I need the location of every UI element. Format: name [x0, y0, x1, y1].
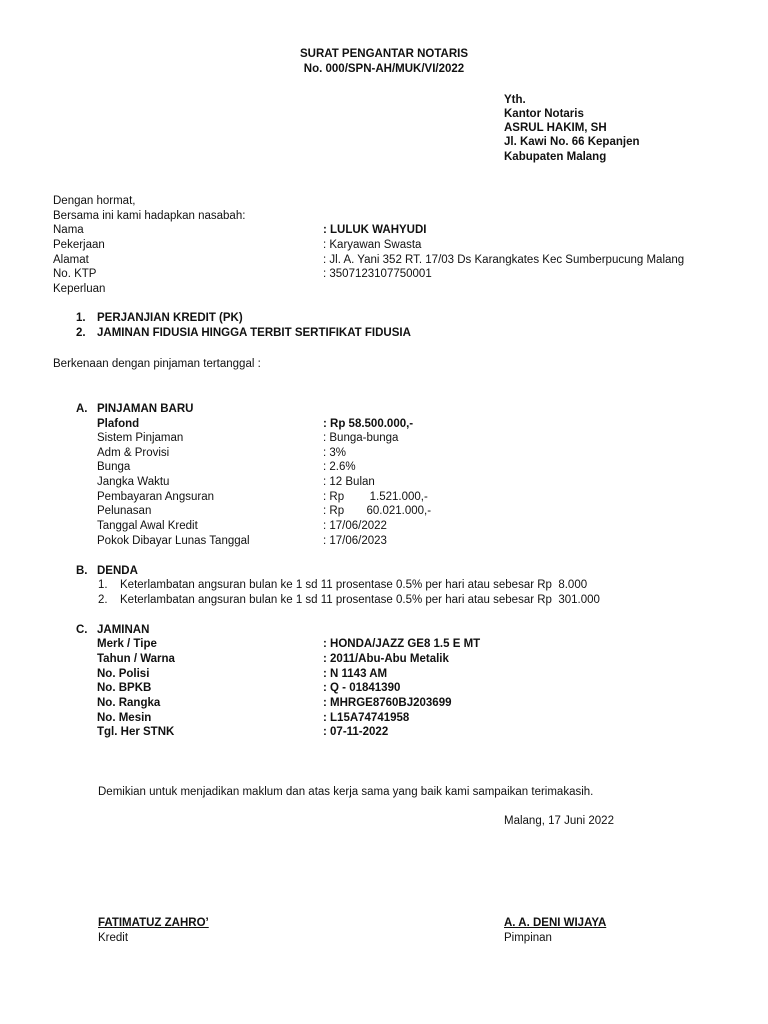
loan-value: : Rp 1.521.000,- — [323, 491, 428, 503]
collateral-label: Tahun / Warna — [97, 653, 175, 665]
section-title: JAMINAN — [97, 624, 150, 636]
loan-label: Adm & Provisi — [97, 447, 170, 459]
client-value: : LULUK WAHYUDI — [323, 224, 427, 236]
signatory-right-name: A. A. DENI WIJAYA — [504, 917, 607, 929]
signatory-left-role: Kredit — [98, 932, 129, 944]
client-label: Alamat — [53, 254, 89, 266]
intro-line: Bersama ini kami hadapkan nasabah: — [53, 210, 246, 222]
client-value: : Karyawan Swasta — [323, 239, 422, 251]
loan-value: : 2.6% — [323, 461, 356, 473]
collateral-value: : MHRGE8760BJ203699 — [323, 697, 452, 709]
section-title: PINJAMAN BARU — [97, 403, 194, 415]
loan-label: Pelunasan — [97, 505, 152, 517]
section-letter: A. — [76, 403, 88, 415]
loan-value: : 12 Bulan — [323, 476, 375, 488]
collateral-label: No. Mesin — [97, 712, 152, 724]
penalty-number: 2. — [98, 594, 108, 606]
loan-label: Tanggal Awal Kredit — [97, 520, 198, 532]
purpose-number: 1. — [76, 312, 86, 324]
penalty-number: 1. — [98, 579, 108, 591]
loan-value: : Bunga-bunga — [323, 432, 399, 444]
recipient-line: ASRUL HAKIM, SH — [504, 122, 607, 134]
section-letter: C. — [76, 624, 88, 636]
collateral-value: : 07-11-2022 — [323, 726, 389, 738]
collateral-value: : Q - 01841390 — [323, 682, 401, 694]
recipient-line: Jl. Kawi No. 66 Kepanjen — [504, 136, 640, 148]
collateral-label: No. BPKB — [97, 682, 152, 694]
collateral-label: Tgl. Her STNK — [97, 726, 175, 738]
letter-title: SURAT PENGANTAR NOTARIS — [299, 48, 469, 60]
client-label: Keperluan — [53, 283, 106, 295]
loan-value: : Rp 58.500.000,- — [323, 418, 414, 430]
section-letter: B. — [76, 565, 88, 577]
loan-label: Bunga — [97, 461, 131, 473]
recipient-line: Kabupaten Malang — [504, 151, 607, 163]
collateral-label: No. Rangka — [97, 697, 161, 709]
client-label: Nama — [53, 224, 84, 236]
section-title: DENDA — [97, 565, 138, 577]
place-date: Malang, 17 Juni 2022 — [504, 815, 614, 827]
loan-value: : 17/06/2023 — [323, 535, 387, 547]
purpose-text: PERJANJIAN KREDIT (PK) — [97, 312, 243, 324]
client-label: Pekerjaan — [53, 239, 105, 251]
client-value: : Jl. A. Yani 352 RT. 17/03 Ds Karangkates Kec Sumberpucung Malang — [323, 254, 685, 266]
loan-label: Sistem Pinjaman — [97, 432, 184, 444]
client-label: No. KTP — [53, 268, 97, 280]
recipient-line: Yth. — [504, 94, 526, 106]
collateral-value: : 2011/Abu-Abu Metalik — [323, 653, 449, 665]
recipient-line: Kantor Notaris — [504, 108, 584, 120]
loan-label: Jangka Waktu — [97, 476, 170, 488]
loan-label: Pokok Dibayar Lunas Tanggal — [97, 535, 250, 547]
collateral-label: No. Polisi — [97, 668, 150, 680]
collateral-value: : L15A74741958 — [323, 712, 410, 724]
signatory-left-name: FATIMATUZ ZAHRO’ — [98, 917, 209, 929]
loan-value: : 17/06/2022 — [323, 520, 387, 532]
penalty-text: Keterlambatan angsuran bulan ke 1 sd 11 prosentase 0.5% per hari atau sebesar Rp 301.000 — [120, 594, 600, 606]
letter-number: No. 000/SPN-AH/MUK/VI/2022 — [303, 63, 465, 75]
purpose-text: JAMINAN FIDUSIA HINGGA TERBIT SERTIFIKAT FIDUSIA — [97, 327, 411, 339]
penalty-text: Keterlambatan angsuran bulan ke 1 sd 11 prosentase 0.5% per hari atau sebesar Rp 8.000 — [120, 579, 588, 591]
collateral-value: : HONDA/JAZZ GE8 1.5 E MT — [323, 638, 481, 650]
collateral-value: : N 1143 AM — [323, 668, 388, 680]
loan-label: Pembayaran Angsuran — [97, 491, 214, 503]
closing-text: Demikian untuk menjadikan maklum dan atas kerja sama yang baik kami sampaikan terimakasih. — [98, 786, 594, 798]
loan-label: Plafond — [97, 418, 140, 430]
loan-value: : Rp 60.021.000,- — [323, 505, 432, 517]
client-value: : 3507123107750001 — [323, 268, 432, 280]
greeting: Dengan hormat, — [53, 195, 136, 207]
signatory-right-role: Pimpinan — [504, 932, 552, 944]
collateral-label: Merk / Tipe — [97, 638, 157, 650]
loan-intro: Berkenaan dengan pinjaman tertanggal : — [53, 358, 261, 370]
purpose-number: 2. — [76, 327, 86, 339]
loan-value: : 3% — [323, 447, 347, 459]
